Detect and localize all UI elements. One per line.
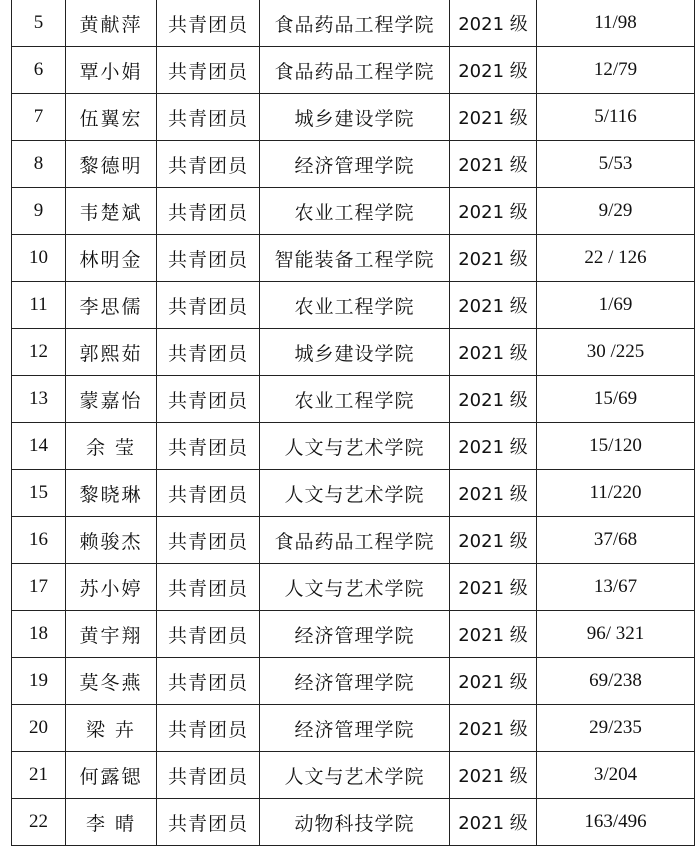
row-number-cell: 17 [12,564,66,611]
row-number-cell: 6 [12,47,66,94]
rank-cell: 9/29 [537,188,695,235]
rank-cell: 12/79 [537,47,695,94]
student-name-cell: 何露锶 [66,752,157,799]
college-cell: 经济管理学院 [260,705,450,752]
political-status-cell: 共青团员 [157,188,260,235]
student-name-cell: 林明金 [66,235,157,282]
row-number-cell: 10 [12,235,66,282]
table-row [12,235,695,282]
table-row [12,47,695,94]
student-list-table [11,0,694,846]
rank-cell: 15/69 [537,376,695,423]
grade-cell: 2021 级 [450,470,537,517]
row-number-cell: 20 [12,705,66,752]
political-status-cell: 共青团员 [157,0,260,47]
grade-cell: 2021 级 [450,517,537,564]
table-row [12,517,695,564]
college-cell: 农业工程学院 [260,282,450,329]
table-row [12,752,695,799]
college-cell: 经济管理学院 [260,141,450,188]
rank-cell: 37/68 [537,517,695,564]
rank-cell: 30 /225 [537,329,695,376]
table-row [12,799,695,846]
student-name-cell: 余 莹 [66,423,157,470]
student-name-cell: 李思儒 [66,282,157,329]
college-cell: 人文与艺术学院 [260,564,450,611]
political-status-cell: 共青团员 [157,658,260,705]
college-cell: 人文与艺术学院 [260,752,450,799]
political-status-cell: 共青团员 [157,235,260,282]
grade-cell: 2021 级 [450,376,537,423]
row-number-cell: 11 [12,282,66,329]
rank-cell: 96/ 321 [537,611,695,658]
college-cell: 城乡建设学院 [260,329,450,376]
college-cell: 农业工程学院 [260,376,450,423]
rank-cell: 163/496 [537,799,695,846]
grade-cell: 2021 级 [450,752,537,799]
grade-cell: 2021 级 [450,329,537,376]
row-number-cell: 22 [12,799,66,846]
student-name-cell: 黎德明 [66,141,157,188]
political-status-cell: 共青团员 [157,47,260,94]
row-number-cell: 8 [12,141,66,188]
grade-cell: 2021 级 [450,705,537,752]
political-status-cell: 共青团员 [157,799,260,846]
college-cell: 动物科技学院 [260,799,450,846]
table-row [12,658,695,705]
political-status-cell: 共青团员 [157,423,260,470]
student-name-cell: 伍翼宏 [66,94,157,141]
political-status-cell: 共青团员 [157,564,260,611]
table-row [12,329,695,376]
college-cell: 人文与艺术学院 [260,470,450,517]
college-cell: 食品药品工程学院 [260,0,450,47]
college-cell: 人文与艺术学院 [260,423,450,470]
student-name-cell: 蒙嘉怡 [66,376,157,423]
political-status-cell: 共青团员 [157,329,260,376]
grade-cell: 2021 级 [450,188,537,235]
row-number-cell: 15 [12,470,66,517]
rank-cell: 5/116 [537,94,695,141]
student-name-cell: 覃小娟 [66,47,157,94]
student-name-cell: 黄献萍 [66,0,157,47]
college-cell: 农业工程学院 [260,188,450,235]
grade-cell: 2021 级 [450,611,537,658]
college-cell: 经济管理学院 [260,658,450,705]
student-name-cell: 莫冬燕 [66,658,157,705]
rank-cell: 11/220 [537,470,695,517]
political-status-cell: 共青团员 [157,470,260,517]
table-row [12,564,695,611]
student-name-cell: 梁 卉 [66,705,157,752]
rank-cell: 22 / 126 [537,235,695,282]
student-name-cell: 郭熙茹 [66,329,157,376]
table-row [12,423,695,470]
row-number-cell: 14 [12,423,66,470]
table-row [12,470,695,517]
college-cell: 食品药品工程学院 [260,47,450,94]
college-cell: 食品药品工程学院 [260,517,450,564]
row-number-cell: 7 [12,94,66,141]
grade-cell: 2021 级 [450,423,537,470]
row-number-cell: 12 [12,329,66,376]
student-name-cell: 韦楚斌 [66,188,157,235]
student-name-cell: 赖骏杰 [66,517,157,564]
political-status-cell: 共青团员 [157,611,260,658]
table-body [12,0,695,846]
grade-cell: 2021 级 [450,0,537,47]
student-name-cell: 黄宇翔 [66,611,157,658]
table-row [12,188,695,235]
political-status-cell: 共青团员 [157,282,260,329]
grade-cell: 2021 级 [450,799,537,846]
table-row [12,282,695,329]
rank-cell: 29/235 [537,705,695,752]
table-row [12,611,695,658]
college-cell: 城乡建设学院 [260,94,450,141]
political-status-cell: 共青团员 [157,752,260,799]
grade-cell: 2021 级 [450,47,537,94]
table-row [12,141,695,188]
political-status-cell: 共青团员 [157,517,260,564]
table-row [12,94,695,141]
rank-cell: 1/69 [537,282,695,329]
rank-cell: 13/67 [537,564,695,611]
student-name-cell: 苏小婷 [66,564,157,611]
row-number-cell: 19 [12,658,66,705]
rank-cell: 11/98 [537,0,695,47]
row-number-cell: 21 [12,752,66,799]
political-status-cell: 共青团员 [157,705,260,752]
rank-cell: 5/53 [537,141,695,188]
student-name-cell: 李 晴 [66,799,157,846]
row-number-cell: 13 [12,376,66,423]
grade-cell: 2021 级 [450,658,537,705]
row-number-cell: 16 [12,517,66,564]
college-cell: 经济管理学院 [260,611,450,658]
table-row [12,705,695,752]
political-status-cell: 共青团员 [157,94,260,141]
grade-cell: 2021 级 [450,282,537,329]
grade-cell: 2021 级 [450,94,537,141]
college-cell: 智能装备工程学院 [260,235,450,282]
student-name-cell: 黎晓琳 [66,470,157,517]
table-row [12,376,695,423]
row-number-cell: 5 [12,0,66,47]
political-status-cell: 共青团员 [157,376,260,423]
grade-cell: 2021 级 [450,141,537,188]
rank-cell: 3/204 [537,752,695,799]
row-number-cell: 9 [12,188,66,235]
row-number-cell: 18 [12,611,66,658]
rank-cell: 69/238 [537,658,695,705]
grade-cell: 2021 级 [450,235,537,282]
rank-cell: 15/120 [537,423,695,470]
political-status-cell: 共青团员 [157,141,260,188]
table [11,0,695,846]
table-row [12,0,695,47]
grade-cell: 2021 级 [450,564,537,611]
